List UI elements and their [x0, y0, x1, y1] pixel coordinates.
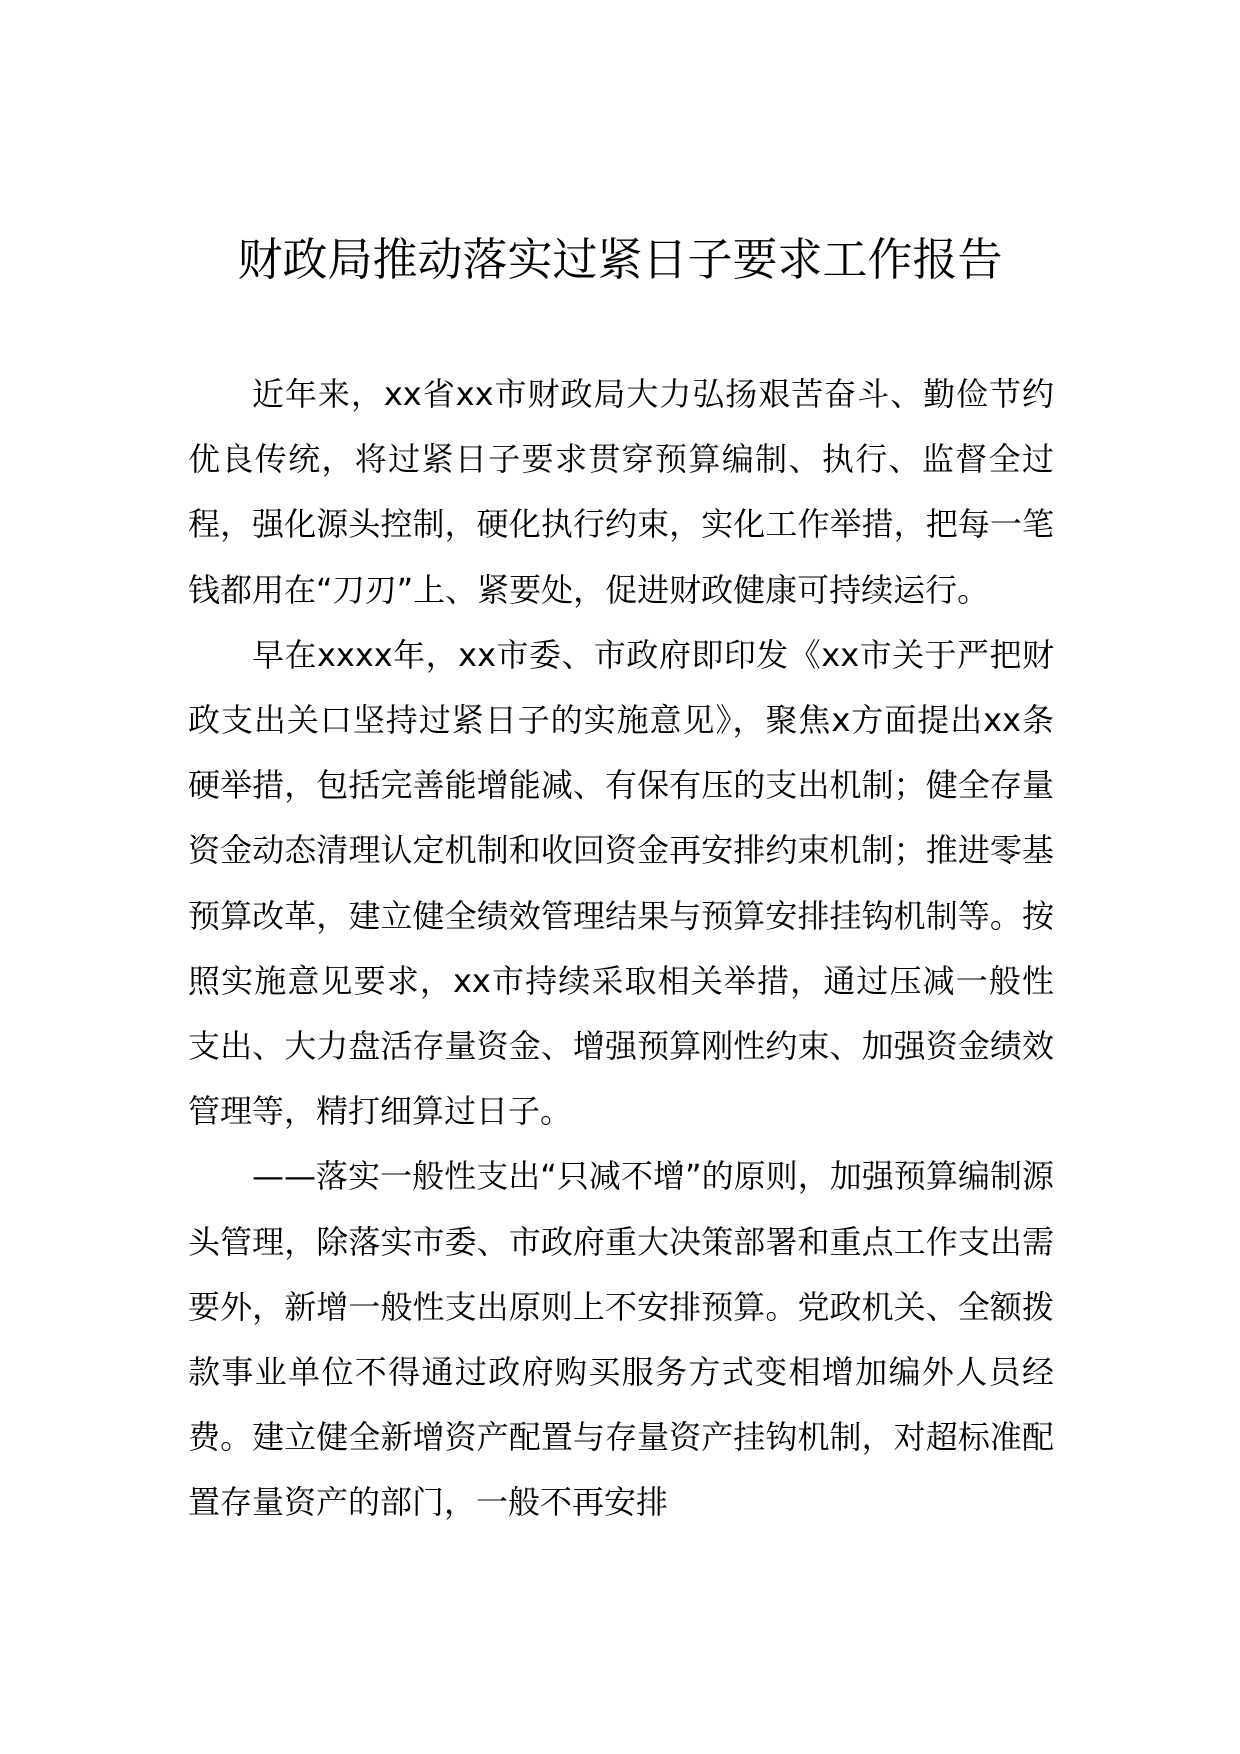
- paragraph-1: 近年来，xx省xx市财政局大力弘扬艰苦奋斗、勤俭节约优良传统，将过紧日子要求贯穿预算编制、执行、监督全过程，强化源头控制，硬化执行约束，实化工作举措，把每一笔钱都用在“刀刃”上、紧要处，促进财政健康可持续运行。: [188, 375, 1054, 609]
- document-body: [188, 362, 1054, 1536]
- paragraph-2: 早在xxxx年，xx市委、市政府即印发《xx市关于严把财政支出关口坚持过紧日子的实施意见》，聚焦x方面提出xx条硬举措，包括完善能增能减、有保有压的支出机制；健全存量资金动态清理认定机制和收回资金再安排约束机制；推进零基预算改革，建立健全绩效管理结果与预算安排挂钩机制等。按照实施意见要求，xx市持续采取相关举措，通过压减一般性支出、大力盘活存量资金、增强预算刚性约束、加强资金绩效管理等，精打细算过日子。: [188, 635, 1054, 1131]
- document-title: 财政局推动落实过紧日子要求工作报告: [237, 233, 1003, 286]
- paragraph-3: ——落实一般性支出“只减不增”的原则，加强预算编制源头管理，除落实市委、市政府重大决策部署和重点工作支出需要外，新增一般性支出原则上不安排预算。党政机关、全额拨款事业单位不得通过政府购买服务方式变相增加编外人员经费。建立健全新增资产配置与存量资产挂钩机制，对超标准配置存量资产的部门，一般不再安排: [188, 1157, 1054, 1522]
